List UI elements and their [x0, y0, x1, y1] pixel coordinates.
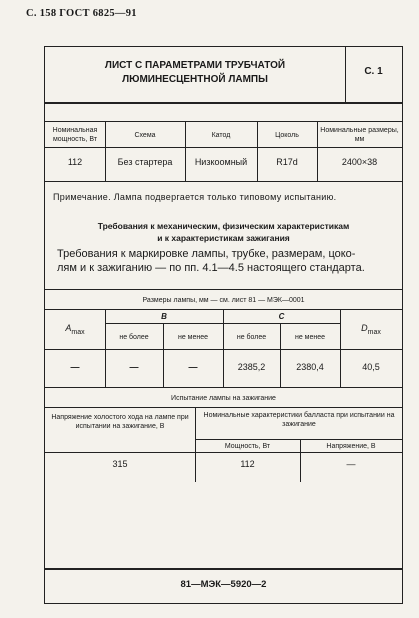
t3-top [45, 407, 402, 408]
t1-size: 2400×38 [341, 157, 378, 167]
footer-code: 81—МЭК—5920—2 [180, 579, 267, 590]
sheet-frame [44, 46, 403, 604]
t3-head-bottom [45, 452, 402, 453]
marking-text [57, 247, 399, 275]
t3-val-voltage: — [346, 459, 356, 469]
t2-a-max [45, 323, 105, 336]
t2-val-d: 40,5 [362, 362, 380, 372]
requirements-title-line1: Требования к механическим, физическим характеристикам [97, 221, 350, 231]
footer-divider [45, 568, 402, 570]
t2-top [45, 289, 402, 290]
sheet-number: С. 1 [364, 66, 383, 77]
sheet-title-line1: ЛИСТ С ПАРАМЕТРАМИ ТРУБЧАТОЙ [104, 60, 286, 71]
t2-caption: Размеры лампы, мм — см. лист 81 — МЭК—0001 [142, 297, 305, 304]
t2-sub-c-max: не более [236, 334, 267, 341]
t1-v2 [185, 121, 186, 181]
t3-col1-header: Напряжение холостого хода на лампе при испытании на зажигание, В [51, 414, 189, 430]
t1-bottom [45, 181, 402, 182]
t1-top [45, 121, 402, 122]
t3-sub-voltage: Напряжение, В [326, 443, 376, 450]
t1-h-scheme: Схема [134, 132, 156, 139]
t1-v3 [257, 121, 258, 181]
requirements-title [45, 220, 402, 244]
t3-val-power: 112 [240, 459, 255, 469]
t2-b: B [161, 312, 167, 321]
marking-text-line2: лям и к зажиганию — по пп. 4.1—4.5 настоящего стандарта. [57, 262, 365, 274]
t2-sub-c-min: не менее [294, 334, 326, 341]
t3-group-line [195, 439, 402, 440]
t2-a-max-subscript: max [71, 328, 85, 336]
t1-power: 112 [67, 157, 83, 167]
marking-text-line1: Требования к маркировке лампы, трубке, размерам, цоко- [57, 248, 356, 260]
t2-d-max-symbol: D [361, 323, 368, 333]
t2-v5 [340, 309, 341, 387]
t1-h-size: Номинальные размеры, мм [320, 127, 399, 143]
t1-h-cathode: Катод [211, 132, 231, 139]
sheet-title-line2: ЛЮМИНЕСЦЕНТНОЙ ЛАМПЫ [122, 74, 268, 85]
sheet-title [45, 59, 345, 87]
t2-val-c-min: 2380,4 [296, 362, 324, 372]
t1-cap: R17d [276, 157, 298, 167]
t1-mid [45, 147, 402, 148]
t2-val-c-max: 2385,2 [237, 362, 266, 372]
page-header: С. 158 ГОСТ 6825—91 [26, 8, 137, 19]
t1-scheme: Без стартера [117, 157, 173, 167]
t2-val-b-min: — [188, 362, 198, 372]
t3-val-ocv: 315 [112, 459, 128, 469]
t1-h-cap: Цоколь [275, 132, 299, 139]
t3-group-header: Номинальные характеристики балласта при испытании на зажигание [203, 412, 395, 428]
t2-val-a: — [70, 362, 80, 372]
t2-val-b-max: — [129, 362, 139, 372]
t1-h-power: Номинальная мощность, Вт [52, 127, 98, 143]
t1-cathode: Низкоомный [194, 157, 248, 167]
note: Примечание. Лампа подвергается только типовому испытанию. [53, 192, 337, 202]
t2-a-max-symbol: A [65, 323, 72, 333]
t2-d-max [340, 323, 402, 336]
t2-bottom [45, 387, 402, 388]
t2-sub-b-max: не более [119, 334, 149, 341]
t1-v1 [105, 121, 106, 181]
t2-d-max-subscript: max [367, 328, 381, 336]
title-divider [45, 102, 402, 104]
t3-caption: Испытание лампы на зажигание [171, 395, 276, 402]
t3-sub-power: Мощность, Вт [224, 443, 271, 450]
t2-c: C [278, 312, 285, 321]
t2-sub-b-min: не менее [177, 334, 209, 341]
requirements-title-line2: и к характеристикам зажигания [157, 233, 290, 243]
